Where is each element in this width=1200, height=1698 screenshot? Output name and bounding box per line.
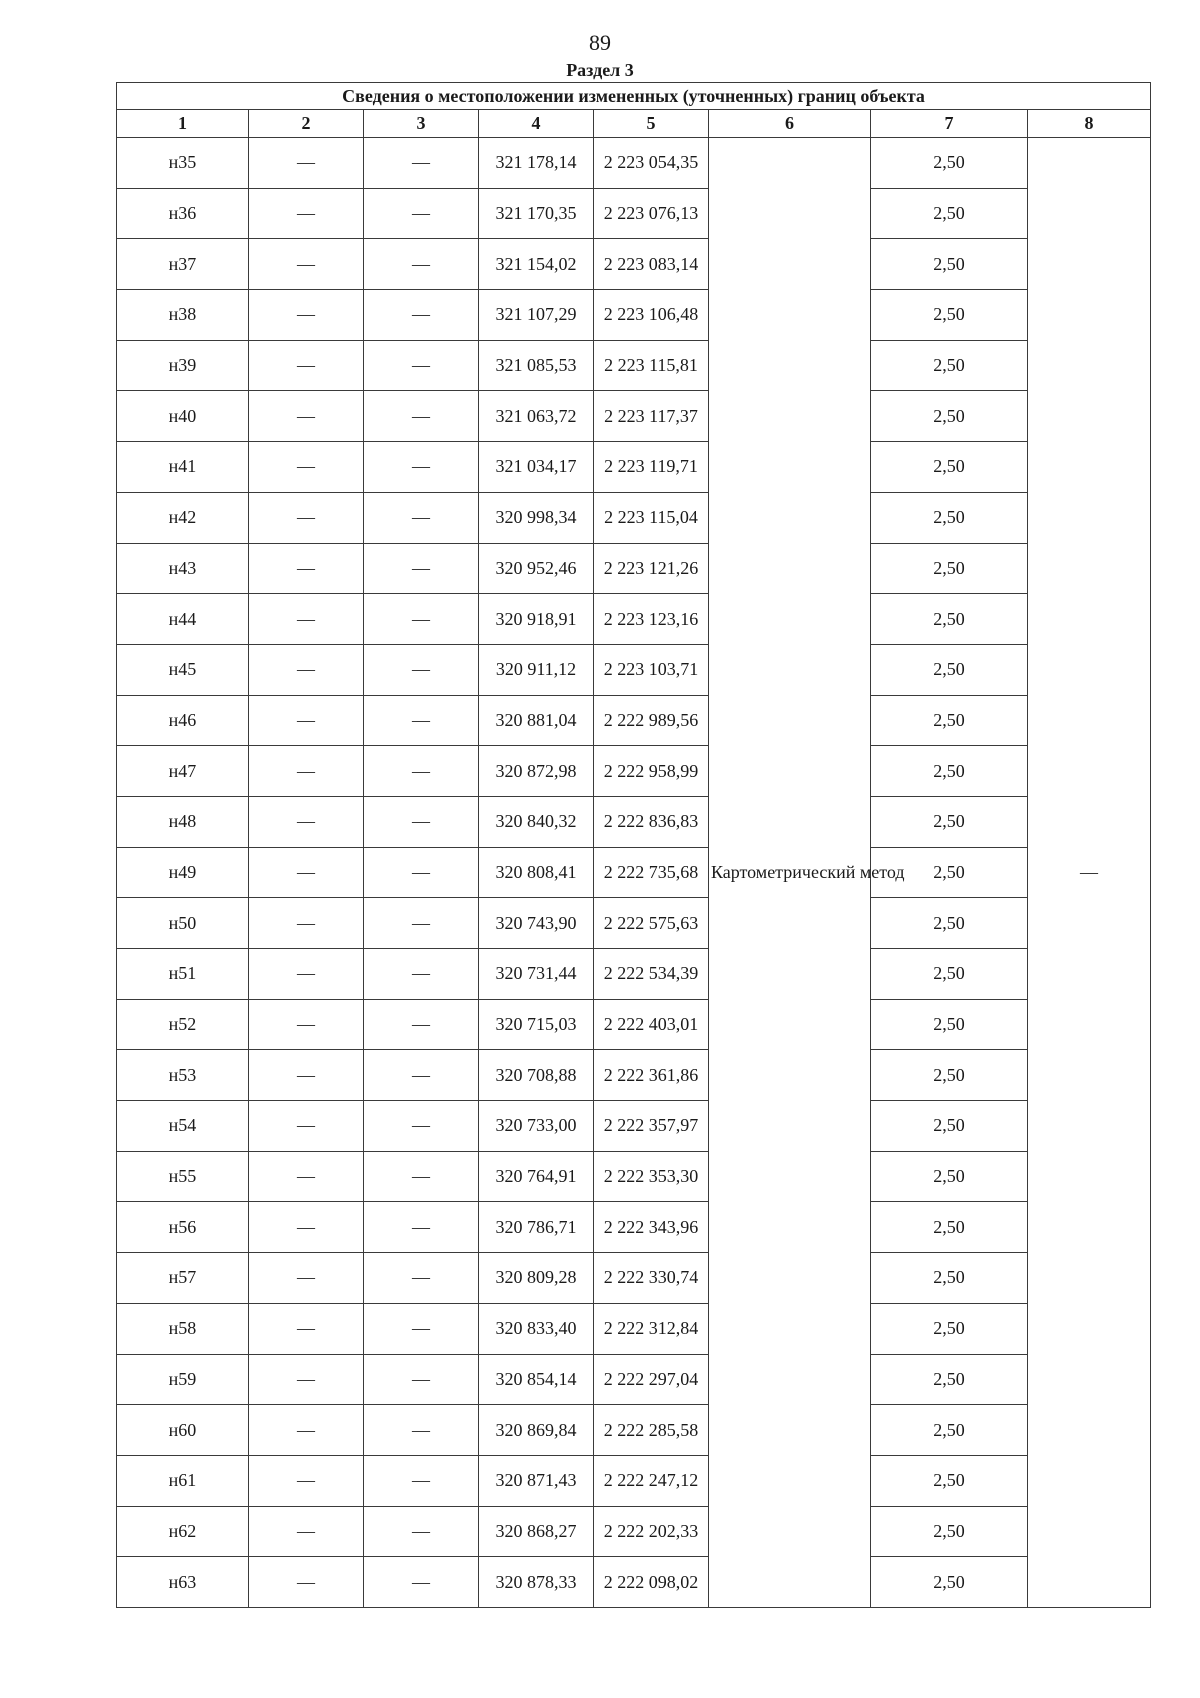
- point-name-cell: н49: [117, 847, 249, 898]
- x-coordinate-cell: 320 998,34: [479, 492, 594, 543]
- accuracy-cell: 2,50: [871, 1253, 1028, 1304]
- point-name-cell: н57: [117, 1253, 249, 1304]
- page-number: 89: [589, 30, 611, 55]
- point-name-cell: н54: [117, 1101, 249, 1152]
- col3-cell: —: [364, 1354, 479, 1405]
- col2-cell: —: [249, 1455, 364, 1506]
- accuracy-cell: 2,50: [871, 1405, 1028, 1456]
- table-row: [117, 1405, 1151, 1456]
- x-coordinate-cell: 320 731,44: [479, 949, 594, 1000]
- col2-cell: —: [249, 340, 364, 391]
- col2-cell: —: [249, 543, 364, 594]
- table-row: [117, 340, 1151, 391]
- table-row: [117, 949, 1151, 1000]
- table-row: [117, 695, 1151, 746]
- col2-cell: —: [249, 644, 364, 695]
- table-row: [117, 1101, 1151, 1152]
- y-coordinate-cell: 2 223 123,16: [594, 594, 709, 645]
- col2-cell: —: [249, 442, 364, 493]
- point-name-cell: н39: [117, 340, 249, 391]
- table-row: [117, 1151, 1151, 1202]
- x-coordinate-cell: 320 871,43: [479, 1455, 594, 1506]
- col3-cell: —: [364, 239, 479, 290]
- column-number-5: 5: [594, 110, 709, 138]
- y-coordinate-cell: 2 223 083,14: [594, 239, 709, 290]
- point-name-cell: н37: [117, 239, 249, 290]
- col2-cell: —: [249, 1303, 364, 1354]
- col2-cell: —: [249, 1101, 364, 1152]
- x-coordinate-cell: 320 840,32: [479, 796, 594, 847]
- col2-cell: —: [249, 239, 364, 290]
- y-coordinate-cell: 2 222 357,97: [594, 1101, 709, 1152]
- col2-cell: —: [249, 999, 364, 1050]
- y-coordinate-cell: 2 223 119,71: [594, 442, 709, 493]
- col2-cell: —: [249, 1557, 364, 1608]
- col3-cell: —: [364, 644, 479, 695]
- table-row: [117, 898, 1151, 949]
- accuracy-cell: 2,50: [871, 847, 1028, 898]
- accuracy-cell: 2,50: [871, 492, 1028, 543]
- col3-cell: —: [364, 1253, 479, 1304]
- x-coordinate-cell: 320 869,84: [479, 1405, 594, 1456]
- accuracy-cell: 2,50: [871, 1455, 1028, 1506]
- y-coordinate-cell: 2 223 106,48: [594, 290, 709, 341]
- accuracy-cell: 2,50: [871, 1151, 1028, 1202]
- point-name-cell: н42: [117, 492, 249, 543]
- point-name-cell: н40: [117, 391, 249, 442]
- table-row: [117, 239, 1151, 290]
- boundary-table: [116, 82, 1151, 1608]
- x-coordinate-cell: 321 107,29: [479, 290, 594, 341]
- section-title: Раздел 3: [566, 60, 634, 80]
- x-coordinate-cell: 320 808,41: [479, 847, 594, 898]
- column-number-6: 6: [709, 110, 871, 138]
- x-coordinate-cell: 321 034,17: [479, 442, 594, 493]
- y-coordinate-cell: 2 223 115,04: [594, 492, 709, 543]
- col3-cell: —: [364, 340, 479, 391]
- col3-cell: —: [364, 999, 479, 1050]
- y-coordinate-cell: 2 222 285,58: [594, 1405, 709, 1456]
- table-row: [117, 1253, 1151, 1304]
- col2-cell: —: [249, 138, 364, 189]
- y-coordinate-cell: 2 222 575,63: [594, 898, 709, 949]
- x-coordinate-cell: 320 733,00: [479, 1101, 594, 1152]
- table-row: [117, 543, 1151, 594]
- col2-cell: —: [249, 492, 364, 543]
- col2-cell: —: [249, 898, 364, 949]
- y-coordinate-cell: 2 223 121,26: [594, 543, 709, 594]
- y-coordinate-cell: 2 222 403,01: [594, 999, 709, 1050]
- table-row: [117, 1557, 1151, 1608]
- x-coordinate-cell: 320 881,04: [479, 695, 594, 746]
- y-coordinate-cell: 2 222 202,33: [594, 1506, 709, 1557]
- y-coordinate-cell: 2 222 534,39: [594, 949, 709, 1000]
- col3-cell: —: [364, 1151, 479, 1202]
- col2-cell: —: [249, 1506, 364, 1557]
- table-row: [117, 391, 1151, 442]
- accuracy-cell: 2,50: [871, 290, 1028, 341]
- col3-cell: —: [364, 442, 479, 493]
- accuracy-cell: 2,50: [871, 1202, 1028, 1253]
- x-coordinate-cell: 320 786,71: [479, 1202, 594, 1253]
- point-name-cell: н48: [117, 796, 249, 847]
- y-coordinate-cell: 2 223 054,35: [594, 138, 709, 189]
- point-name-cell: н58: [117, 1303, 249, 1354]
- accuracy-cell: 2,50: [871, 594, 1028, 645]
- col3-cell: —: [364, 1557, 479, 1608]
- y-coordinate-cell: 2 223 076,13: [594, 188, 709, 239]
- y-coordinate-cell: 2 222 735,68: [594, 847, 709, 898]
- col3-cell: —: [364, 138, 479, 189]
- col3-cell: —: [364, 1506, 479, 1557]
- x-coordinate-cell: 320 878,33: [479, 1557, 594, 1608]
- accuracy-cell: 2,50: [871, 949, 1028, 1000]
- y-coordinate-cell: 2 222 247,12: [594, 1455, 709, 1506]
- x-coordinate-cell: 320 809,28: [479, 1253, 594, 1304]
- col3-cell: —: [364, 1405, 479, 1456]
- table-row: [117, 1506, 1151, 1557]
- y-coordinate-cell: 2 222 958,99: [594, 746, 709, 797]
- table-row: [117, 188, 1151, 239]
- col8-cell: —: [1028, 138, 1151, 1608]
- point-name-cell: н41: [117, 442, 249, 493]
- table-row: [117, 999, 1151, 1050]
- accuracy-cell: 2,50: [871, 188, 1028, 239]
- point-name-cell: н55: [117, 1151, 249, 1202]
- y-coordinate-cell: 2 223 115,81: [594, 340, 709, 391]
- y-coordinate-cell: 2 222 361,86: [594, 1050, 709, 1101]
- col3-cell: —: [364, 746, 479, 797]
- col3-cell: —: [364, 1455, 479, 1506]
- col3-cell: —: [364, 492, 479, 543]
- table-row: [117, 290, 1151, 341]
- column-number-2: 2: [249, 110, 364, 138]
- col2-cell: —: [249, 695, 364, 746]
- table-row: [117, 847, 1151, 898]
- x-coordinate-cell: 320 715,03: [479, 999, 594, 1050]
- table-row: [117, 1303, 1151, 1354]
- table-row: [117, 1050, 1151, 1101]
- col3-cell: —: [364, 898, 479, 949]
- col3-cell: —: [364, 796, 479, 847]
- accuracy-cell: 2,50: [871, 1050, 1028, 1101]
- table-caption: Сведения о местоположении измененных (уточненных) границ объекта: [117, 83, 1151, 110]
- x-coordinate-cell: 320 833,40: [479, 1303, 594, 1354]
- col2-cell: —: [249, 188, 364, 239]
- point-name-cell: н46: [117, 695, 249, 746]
- table-row: [117, 1455, 1151, 1506]
- col2-cell: —: [249, 746, 364, 797]
- x-coordinate-cell: 321 178,14: [479, 138, 594, 189]
- accuracy-cell: 2,50: [871, 1506, 1028, 1557]
- method-cell: Картометрический метод: [709, 138, 871, 1608]
- table-row: [117, 644, 1151, 695]
- y-coordinate-cell: 2 222 989,56: [594, 695, 709, 746]
- accuracy-cell: 2,50: [871, 1303, 1028, 1354]
- col3-cell: —: [364, 695, 479, 746]
- point-name-cell: н44: [117, 594, 249, 645]
- accuracy-cell: 2,50: [871, 239, 1028, 290]
- accuracy-cell: 2,50: [871, 391, 1028, 442]
- col2-cell: —: [249, 1202, 364, 1253]
- col2-cell: —: [249, 594, 364, 645]
- accuracy-cell: 2,50: [871, 796, 1028, 847]
- y-coordinate-cell: 2 223 117,37: [594, 391, 709, 442]
- point-name-cell: н43: [117, 543, 249, 594]
- accuracy-cell: 2,50: [871, 1101, 1028, 1152]
- x-coordinate-cell: 320 764,91: [479, 1151, 594, 1202]
- accuracy-cell: 2,50: [871, 1354, 1028, 1405]
- table-row: [117, 796, 1151, 847]
- point-name-cell: н59: [117, 1354, 249, 1405]
- x-coordinate-cell: 320 868,27: [479, 1506, 594, 1557]
- point-name-cell: н52: [117, 999, 249, 1050]
- col2-cell: —: [249, 949, 364, 1000]
- column-number-4: 4: [479, 110, 594, 138]
- x-coordinate-cell: 320 743,90: [479, 898, 594, 949]
- table-row: [117, 746, 1151, 797]
- point-name-cell: н60: [117, 1405, 249, 1456]
- point-name-cell: н35: [117, 138, 249, 189]
- accuracy-cell: 2,50: [871, 1557, 1028, 1608]
- column-number-1: 1: [117, 110, 249, 138]
- point-name-cell: н61: [117, 1455, 249, 1506]
- table-row: [117, 1354, 1151, 1405]
- accuracy-cell: 2,50: [871, 695, 1028, 746]
- col3-cell: —: [364, 391, 479, 442]
- col3-cell: —: [364, 847, 479, 898]
- accuracy-cell: 2,50: [871, 999, 1028, 1050]
- point-name-cell: н51: [117, 949, 249, 1000]
- col2-cell: —: [249, 290, 364, 341]
- table-row: [117, 594, 1151, 645]
- col3-cell: —: [364, 1101, 479, 1152]
- accuracy-cell: 2,50: [871, 746, 1028, 797]
- point-name-cell: н56: [117, 1202, 249, 1253]
- col2-cell: —: [249, 1050, 364, 1101]
- col2-cell: —: [249, 1405, 364, 1456]
- accuracy-cell: 2,50: [871, 898, 1028, 949]
- table-row: [117, 442, 1151, 493]
- y-coordinate-cell: 2 223 103,71: [594, 644, 709, 695]
- accuracy-cell: 2,50: [871, 138, 1028, 189]
- col3-cell: —: [364, 188, 479, 239]
- x-coordinate-cell: 320 911,12: [479, 644, 594, 695]
- col2-cell: —: [249, 1253, 364, 1304]
- x-coordinate-cell: 321 085,53: [479, 340, 594, 391]
- accuracy-cell: 2,50: [871, 644, 1028, 695]
- x-coordinate-cell: 320 952,46: [479, 543, 594, 594]
- col3-cell: —: [364, 1303, 479, 1354]
- point-name-cell: н36: [117, 188, 249, 239]
- point-name-cell: н53: [117, 1050, 249, 1101]
- y-coordinate-cell: 2 222 330,74: [594, 1253, 709, 1304]
- accuracy-cell: 2,50: [871, 543, 1028, 594]
- col2-cell: —: [249, 1151, 364, 1202]
- accuracy-cell: 2,50: [871, 340, 1028, 391]
- point-name-cell: н45: [117, 644, 249, 695]
- x-coordinate-cell: 321 063,72: [479, 391, 594, 442]
- col2-cell: —: [249, 391, 364, 442]
- x-coordinate-cell: 320 918,91: [479, 594, 594, 645]
- y-coordinate-cell: 2 222 312,84: [594, 1303, 709, 1354]
- col2-cell: —: [249, 847, 364, 898]
- column-number-7: 7: [871, 110, 1028, 138]
- table-row: [117, 138, 1151, 189]
- col3-cell: —: [364, 594, 479, 645]
- col3-cell: —: [364, 1050, 479, 1101]
- y-coordinate-cell: 2 222 343,96: [594, 1202, 709, 1253]
- col3-cell: —: [364, 543, 479, 594]
- y-coordinate-cell: 2 222 297,04: [594, 1354, 709, 1405]
- point-name-cell: н62: [117, 1506, 249, 1557]
- y-coordinate-cell: 2 222 836,83: [594, 796, 709, 847]
- column-number-3: 3: [364, 110, 479, 138]
- col3-cell: —: [364, 949, 479, 1000]
- x-coordinate-cell: 321 154,02: [479, 239, 594, 290]
- y-coordinate-cell: 2 222 353,30: [594, 1151, 709, 1202]
- accuracy-cell: 2,50: [871, 442, 1028, 493]
- x-coordinate-cell: 320 708,88: [479, 1050, 594, 1101]
- x-coordinate-cell: 321 170,35: [479, 188, 594, 239]
- y-coordinate-cell: 2 222 098,02: [594, 1557, 709, 1608]
- point-name-cell: н38: [117, 290, 249, 341]
- column-number-8: 8: [1028, 110, 1151, 138]
- point-name-cell: н63: [117, 1557, 249, 1608]
- point-name-cell: н50: [117, 898, 249, 949]
- col2-cell: —: [249, 1354, 364, 1405]
- table-row: [117, 1202, 1151, 1253]
- col2-cell: —: [249, 796, 364, 847]
- x-coordinate-cell: 320 854,14: [479, 1354, 594, 1405]
- col3-cell: —: [364, 1202, 479, 1253]
- point-name-cell: н47: [117, 746, 249, 797]
- col3-cell: —: [364, 290, 479, 341]
- table-row: [117, 492, 1151, 543]
- x-coordinate-cell: 320 872,98: [479, 746, 594, 797]
